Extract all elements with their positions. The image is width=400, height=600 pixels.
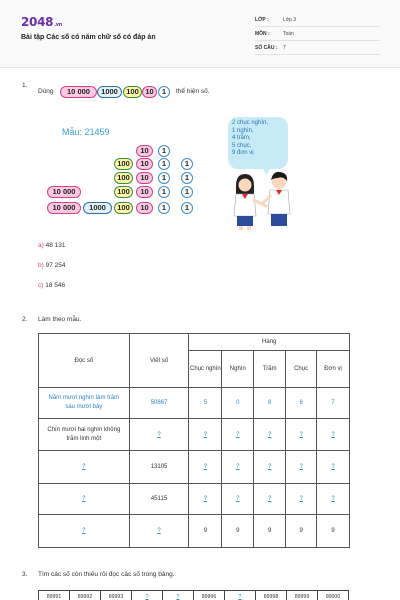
question-1-number: 1. [22,82,28,89]
table-row [39,388,350,419]
place-value-table [38,333,350,548]
token-one: 1 [158,86,170,98]
write-cell: 50867 [129,388,189,419]
header-write-number: Viết số [129,334,189,388]
question-2-prompt: Làm theo mẫu. [38,316,82,323]
answer-blank[interactable]: ? [189,484,222,515]
answer-blank[interactable]: ? [317,484,350,515]
number-cell: 89993 [101,591,132,600]
answer-blank[interactable]: ? [317,451,350,484]
table-row [39,484,350,515]
token-hundred: 100 [114,202,133,214]
token-thousand: 1000 [83,202,112,214]
token-one: 1 [181,202,193,214]
token-one: 1 [158,145,170,157]
token-one: 1 [158,158,170,170]
token-hundred: 100 [114,186,133,198]
speech-bubble: 2 chục nghìn, 1 nghìn, 4 trăm, 5 chục, 9 đơn vị [228,117,288,169]
answer-blank[interactable]: ? [163,591,194,600]
answer-blank[interactable]: ? [286,451,317,484]
digit-cell: 9 [222,515,254,548]
answer-blank[interactable]: ? [225,591,256,600]
number-cell: 89992 [70,591,101,600]
header-read-number: Đọc số [39,334,130,388]
number-cell: 89998 [256,591,287,600]
token-ten: 10 [136,158,153,170]
token-thousand: 1000 [97,86,122,98]
digit-cell: 9 [189,515,222,548]
token-ten-thousand: 10 000 [47,186,81,198]
answer-blank[interactable]: ? [129,419,189,451]
meta-subject: MÔN : Toán [255,28,380,41]
token-one: 1 [158,186,170,198]
answer-blank[interactable]: ? [132,591,163,600]
header-hundreds: Trăm [254,351,286,388]
token-ten: 10 [136,202,153,214]
token-one: 1 [158,172,170,184]
header-thousands: Nghìn [222,351,254,388]
read-cell: Năm mươi nghìn tám trăm sáu mươi bảy [39,388,130,419]
brand-logo[interactable]: 2048.vn [21,15,63,29]
number-cell: 89999 [287,591,318,600]
write-cell: 13105 [129,451,189,484]
number-cell: 89991 [39,591,70,600]
question-3-prompt: Tìm các số còn thiếu rồi đọc các số trong bảng. [38,571,175,578]
write-cell: 45115 [129,484,189,515]
meta-class: LỚP : Lớp 3 [255,14,380,27]
number-cell: 90000 [318,591,349,600]
header-ones: Đơn vị [317,351,350,388]
table-row [39,515,350,548]
answer-blank[interactable]: ? [189,451,222,484]
token-one: 1 [181,172,193,184]
token-hundred: 100 [123,86,142,98]
digit-cell: 9 [254,515,286,548]
digit-cell: 6 [286,388,317,419]
worksheet-header [0,0,400,68]
answer-blank[interactable]: ? [254,451,286,484]
digit-cell: 9 [317,515,350,548]
worksheet-title: Bài tập Các số có năm chữ số có đáp án [21,34,156,41]
answer-blank[interactable]: ? [286,419,317,451]
answer-blank[interactable]: ? [254,484,286,515]
answer-blank[interactable]: ? [189,419,222,451]
missing-numbers-table [38,590,349,600]
answer-blank[interactable]: ? [39,515,130,548]
table-row [39,451,350,484]
answer-blank[interactable]: ? [222,484,254,515]
answer-blank[interactable]: ? [39,451,130,484]
digit-cell: 8 [254,388,286,419]
answer-blank[interactable]: ? [317,419,350,451]
answer-blank[interactable]: ? [286,484,317,515]
question-3-number: 3. [22,571,28,578]
digit-cell: 9 [286,515,317,548]
header-tens: Chục [286,351,317,388]
answer-blank[interactable]: ? [254,419,286,451]
digit-cell: 7 [317,388,350,419]
meta-question-count: SỐ CÂU : 7 [255,42,380,55]
option-b[interactable]: b) 97 254 [38,262,66,269]
number-cell: 89996 [194,591,225,600]
token-hundred: 100 [114,158,133,170]
digit-cell: 0 [222,388,254,419]
token-ten: 10 [136,172,153,184]
question-1-prompt-end: thể hiện số. [176,88,210,95]
token-ten: 10 [142,86,157,98]
answer-blank[interactable]: ? [222,419,254,451]
answer-blank[interactable]: ? [129,515,189,548]
token-ten: 10 [136,145,153,157]
digit-cell: 5 [189,388,222,419]
token-one: 1 [181,186,193,198]
header-ten-thousands: Chục nghìn [189,351,222,388]
read-cell: Chín mươi hai nghìn không trăm linh một [39,419,130,451]
header-place-group: Hàng [189,334,350,351]
option-c[interactable]: c) 18 546 [38,282,66,289]
token-ten: 10 [136,186,153,198]
answer-blank[interactable]: ? [222,451,254,484]
answer-blank[interactable]: ? [39,484,130,515]
option-a[interactable]: a) 48 131 [38,242,66,249]
question-1-prompt-start: Dùng [38,88,54,95]
token-ten-thousand: 10 000 [47,202,81,214]
token-hundred: 100 [114,172,133,184]
token-one: 1 [158,202,170,214]
children-illustration [228,168,300,230]
token-one: 1 [181,158,193,170]
sample-label: Mẫu: 21459 [62,127,110,137]
question-2-number: 2. [22,316,28,323]
table-row [39,419,350,451]
token-ten-thousand: 10 000 [60,86,97,98]
